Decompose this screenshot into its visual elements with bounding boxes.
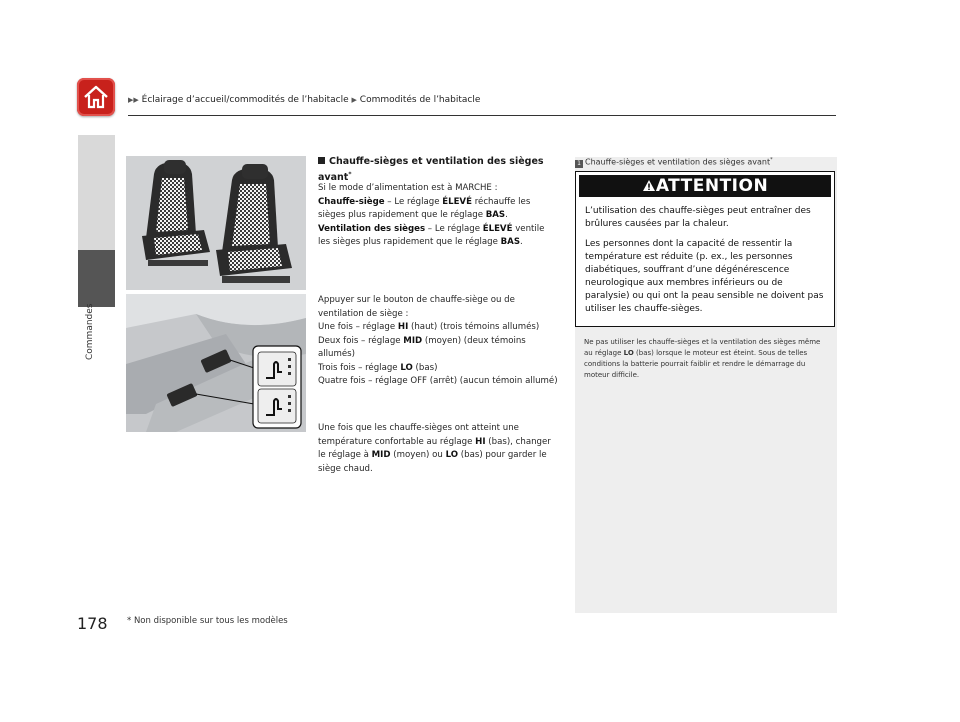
footnote: * Non disponible sur tous les modèles xyxy=(127,616,288,626)
switch-illustration xyxy=(126,294,306,432)
press-four-times: Quatre fois – réglage OFF (arrêt) (aucun témoin allumé) xyxy=(318,376,558,386)
press-intro: Appuyer sur le bouton de chauffe-siège ou de ventilation de siège : xyxy=(318,295,515,319)
ventilation-description: Ventilation des sièges – Le réglage ÉLEVÉ ventile les sièges plus rapidement que le réglage BAS. xyxy=(318,223,545,247)
title-footnote-mark: * xyxy=(348,171,352,178)
home-icon xyxy=(81,82,111,112)
warning-box xyxy=(575,171,835,327)
breadcrumb-link-1[interactable]: Éclairage d’accueil/commodités de l’habitacle xyxy=(141,95,349,105)
breadcrumb-link-2[interactable]: Commodités de l’habitacle xyxy=(359,95,481,105)
header-divider xyxy=(128,115,836,116)
side-tab-background xyxy=(78,135,115,250)
warning-triangle-icon xyxy=(642,179,656,192)
breadcrumb-arrow-icon: ▶▶ xyxy=(128,96,139,104)
warning-text xyxy=(585,205,826,323)
button-press-paragraph xyxy=(318,294,558,389)
section-marker-icon xyxy=(318,157,325,164)
reference-icon: 1 xyxy=(575,160,583,168)
seats-illustration xyxy=(126,156,306,290)
home-button[interactable] xyxy=(77,78,115,116)
sidebar-footnote-mark: * xyxy=(770,157,773,163)
comfort-paragraph: Une fois que les chauffe-sièges ont atteint une température confortable au réglage HI (bas), changer le réglage à MID (moyen) ou LO (bas) pour garder le siège chaud. xyxy=(318,423,551,474)
warning-banner-text: ATTENTION xyxy=(655,176,769,196)
sidebar-header-text: Chauffe-sièges et ventilation des sièges avant xyxy=(585,157,771,167)
section-title-text: Chauffe-sièges et ventilation des sièges avant xyxy=(318,156,544,184)
breadcrumb xyxy=(128,95,480,105)
section-title xyxy=(318,155,558,184)
seat-heater-description: Chauffe-siège – Le réglage ÉLEVÉ réchauffe les sièges plus rapidement que le réglage BAS. xyxy=(318,196,531,220)
seat-settings-paragraph xyxy=(318,182,558,250)
side-tab-label: Commandes xyxy=(85,303,95,360)
warning-paragraph-1: L’utilisation des chauffe-sièges peut entraîner des brûlures causées par la chaleur. xyxy=(585,206,811,229)
press-twice: Deux fois – réglage MID (moyen) (deux témoins allumés) xyxy=(318,335,526,359)
breadcrumb-arrow-icon: ▶ xyxy=(351,96,357,104)
sidebar-note: Ne pas utiliser les chauffe-sièges et la ventilation des sièges même au réglage LO (bas) lorsque le moteur est éteint. Sous de telles conditions la batterie pourrait faiblir et rendre le démarrage du moteur difficile. xyxy=(584,338,821,379)
warning-paragraph-2: Les personnes dont la capacité de ressentir la température est réduite (p. ex., les personnes diabétiques, souffrant d’une dégénérescence neurologique aux membres inférieurs ou de paralysie) ou qui ont la peau sensible ne doivent pas utiliser les chauffe-sièges. xyxy=(585,239,824,314)
power-mode-intro: Si le mode d’alimentation est à MARCHE : xyxy=(318,183,498,193)
press-once: Une fois – réglage HI (haut) (trois témoins allumés) xyxy=(318,322,540,332)
warning-banner xyxy=(579,175,831,197)
press-three-times: Trois fois – réglage LO (bas) xyxy=(318,362,438,373)
page-number: 178 xyxy=(77,614,108,633)
sidebar-header xyxy=(575,157,773,168)
side-tab-active-marker[interactable] xyxy=(78,250,115,307)
